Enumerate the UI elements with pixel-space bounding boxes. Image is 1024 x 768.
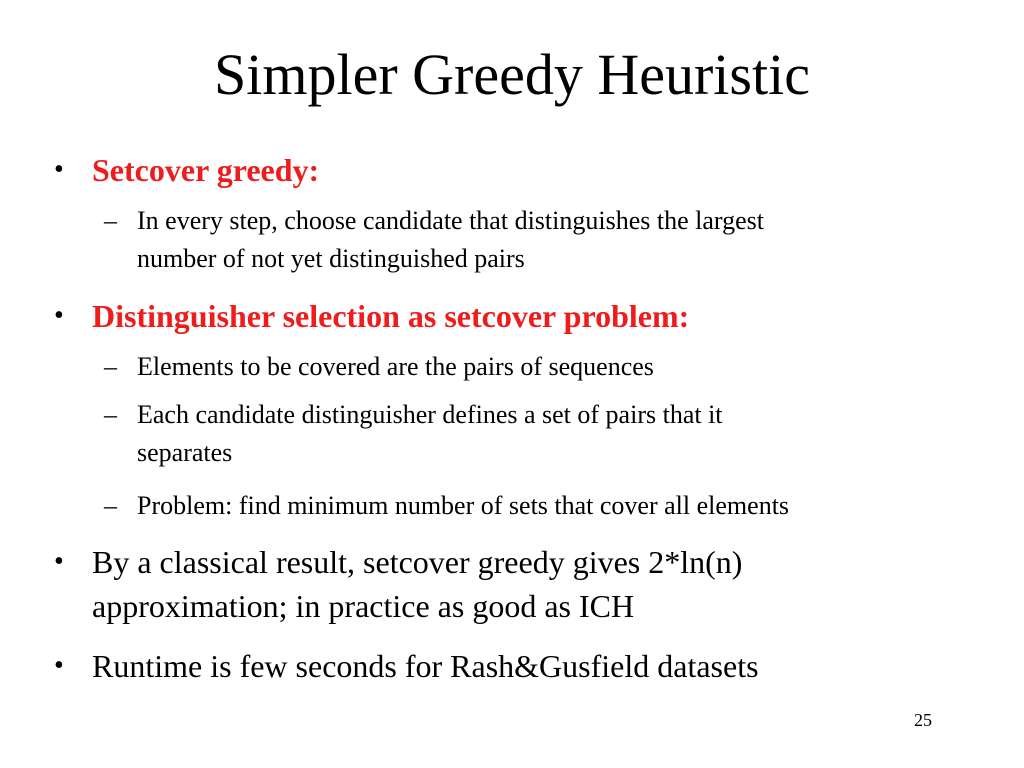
sub-bullet-text: [137, 348, 654, 386]
slide-title: Simpler Greedy Heuristic: [214, 42, 810, 107]
dash-marker: –: [104, 491, 117, 520]
bullet-line: Distinguisher selection as setcover problem:: [92, 298, 690, 334]
bullet-line: By a classical result, setcover greedy gives 2*ln(n): [92, 544, 743, 580]
sub-bullet-line: Elements to be covered are the pairs of sequences: [137, 352, 654, 381]
dash-marker: –: [104, 400, 117, 429]
bullet-line: Setcover greedy:: [92, 152, 320, 188]
bullet-marker: •: [54, 546, 64, 577]
sub-bullet-line: Each candidate distinguisher defines a set of pairs that it: [137, 400, 723, 429]
dash-marker: –: [104, 206, 117, 235]
bullet-text: [92, 644, 759, 688]
bullet-text: [92, 540, 742, 628]
bullet-marker: •: [54, 154, 64, 185]
bullet-text: [92, 294, 689, 338]
sub-bullet-line: Problem: find minimum number of sets that cover all elements: [137, 491, 790, 520]
bullet-marker: •: [54, 300, 64, 331]
dash-marker: –: [104, 352, 117, 381]
bullet-text: [92, 148, 319, 192]
bullet-marker: •: [54, 650, 64, 681]
sub-bullet-text: [137, 202, 764, 278]
bullet-line: Runtime is few seconds for Rash&Gusfield datasets: [92, 648, 759, 684]
sub-bullet-text: [137, 487, 789, 525]
sub-bullet-line: separates: [137, 438, 233, 467]
sub-bullet-line: number of not yet distinguished pairs: [137, 244, 525, 273]
page-number: 25: [914, 710, 932, 730]
sub-bullet-text: [137, 396, 723, 472]
bullet-line: approximation; in practice as good as ICH: [92, 588, 635, 624]
sub-bullet-line: In every step, choose candidate that distinguishes the largest: [137, 206, 764, 235]
